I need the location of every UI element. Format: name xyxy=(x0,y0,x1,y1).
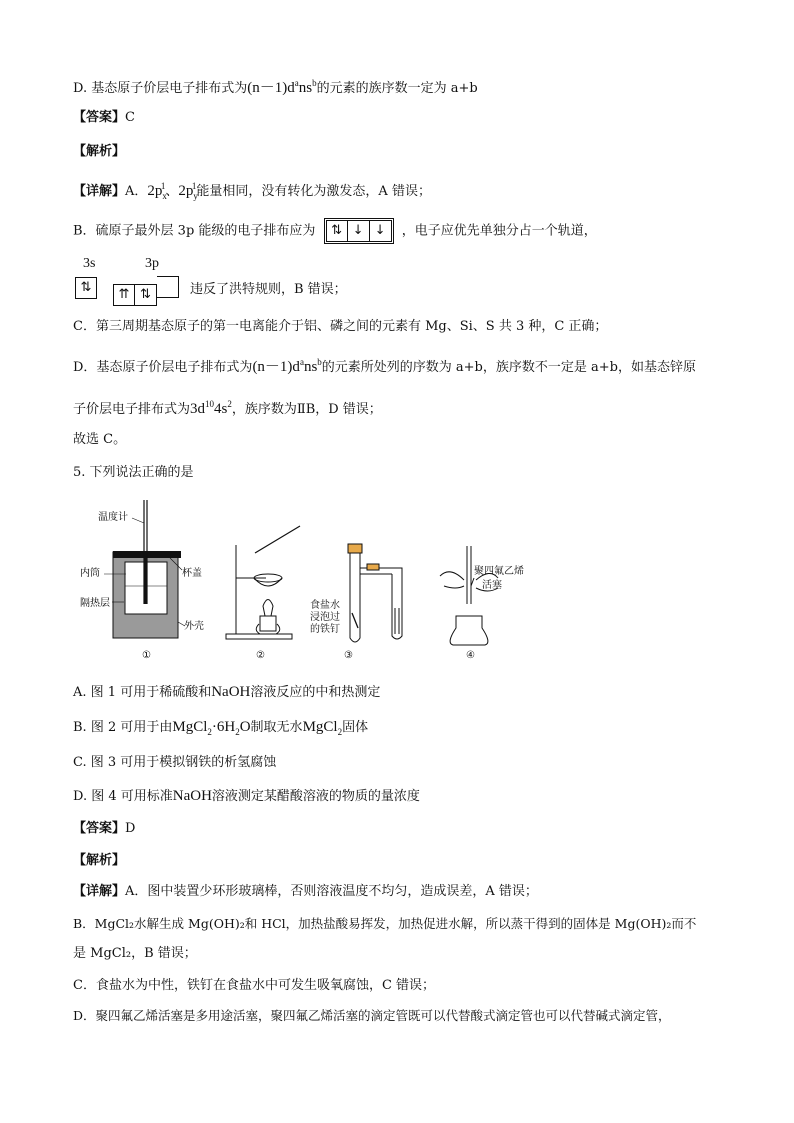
q5-stem: 5. 下列说法正确的是 xyxy=(73,465,194,480)
q4-detail-b: B．硫原子最外层 3p 能级的电子排布应为 ⇅ ↓ ↓ ，电子应优先单独分占一个轨道， xyxy=(73,218,597,244)
svg-text:隔热层: 隔热层 xyxy=(80,598,110,609)
q5-answer: 【答案】D xyxy=(73,821,136,836)
svg-text:外壳: 外壳 xyxy=(184,621,204,632)
orbital-diagram-3s-3p: 3s 3p ⇅ ⇈ ⇅ 违反了洪特规则，B 错误； xyxy=(73,256,373,304)
up-down-arrow-icon: ⇅ xyxy=(75,277,97,299)
down-arrow-icon: ↓ xyxy=(370,220,392,242)
down-arrow-icon: ↓ xyxy=(348,220,370,242)
q5-option-a: A. 图 1 可用于稀硫酸和NaOH溶液反应的中和热测定 xyxy=(73,684,381,700)
q5-detail-b-2: 是 MgCl₂，B 错误； xyxy=(73,946,197,961)
q5-detail-a: 【详解】A．图中装置少环形玻璃棒，否则溶液温度不均匀，造成误差，A 错误； xyxy=(73,884,538,899)
q5-option-c: C. 图 3 可用于模拟钢铁的析氢腐蚀 xyxy=(73,755,277,770)
q5-detail-b: B．MgCl₂水解生成 Mg(OH)₂和 HCl，加热盐酸易挥发，加热促进水解，所以蒸干得到的固体是 Mg(OH)₂而不 xyxy=(73,916,697,931)
svg-text:④: ④ xyxy=(466,650,475,661)
q4-detail-c: C．第三周期基态原子的第一电离能介于铝、磷之间的元素有 Mg、Si、S 共 3 种，C 正确； xyxy=(73,319,608,334)
svg-text:聚四氟乙烯: 聚四氟乙烯 xyxy=(474,566,524,577)
svg-text:温度计: 温度计 xyxy=(98,512,128,523)
svg-text:内筒: 内筒 xyxy=(80,568,100,579)
svg-text:食盐水: 食盐水 xyxy=(310,600,340,611)
up-down-arrow-icon: ⇅ xyxy=(326,220,348,242)
svg-text:③: ③ xyxy=(344,650,353,661)
q4-option-d: D. 基态原子价层电子排布式为$(n-1)d^ans^b$的元素的族序数一定为 a+b xyxy=(73,78,478,96)
orbital-diagram-3p-wrong xyxy=(324,218,394,244)
up-up-arrow-icon: ⇈ xyxy=(113,284,135,306)
q4-answer: 【答案】C xyxy=(73,110,135,125)
q4-detail-d: D．基态原子价层电子排布式为$(n-1)d^ans^b$的元素所处列的序数为 a+b，族序数不一定是 a+b，如基态锌原 xyxy=(73,357,696,375)
svg-text:杯盖: 杯盖 xyxy=(182,568,202,579)
q5-detail-d: D．聚四氟乙烯活塞是多用途活塞，聚四氟乙烯活塞的滴定管既可以代替酸式滴定管也可以代替碱式滴定管， xyxy=(73,1008,671,1023)
empty-orbital-box xyxy=(157,276,179,298)
q5-figures xyxy=(78,498,524,668)
svg-text:的铁钉: 的铁钉 xyxy=(310,624,340,635)
calorimeter-figure xyxy=(80,500,204,661)
q4-analysis-label: 【解析】 xyxy=(73,144,126,159)
svg-text:②: ② xyxy=(256,650,265,661)
up-down-arrow-icon: ⇅ xyxy=(135,284,157,306)
svg-text:活塞: 活塞 xyxy=(482,580,502,591)
q4-detail-a: 【详解】A．$2p_x^1$、$2p_y^1$能量相同，没有转化为激发态，A 错误； xyxy=(73,181,431,201)
q5-option-b: B. 图 2 可用于由$MgCl_2\cdot 6H_2O$制取无水MgCl$_2$固体 xyxy=(73,719,369,737)
corrosion-figure xyxy=(310,544,402,661)
svg-text:①: ① xyxy=(142,650,151,661)
q5-analysis-label: 【解析】 xyxy=(73,853,126,868)
apparatus-figures xyxy=(78,498,524,668)
evaporation-figure xyxy=(226,526,300,661)
q4-choose: 故选 C。 xyxy=(73,432,127,447)
svg-text:浸泡过: 浸泡过 xyxy=(310,612,340,623)
titration-figure xyxy=(440,546,524,661)
q4-detail-d-2: 子价层电子排布式为$3d^{10}4s^2$，族序数为ⅡB，D 错误； xyxy=(73,399,382,417)
q5-detail-c: C．食盐水为中性，铁钉在食盐水中可发生吸氧腐蚀，C 错误； xyxy=(73,978,436,993)
q5-option-d: D. 图 4 可用标准NaOH溶液测定某醋酸溶液的物质的量浓度 xyxy=(73,788,420,804)
